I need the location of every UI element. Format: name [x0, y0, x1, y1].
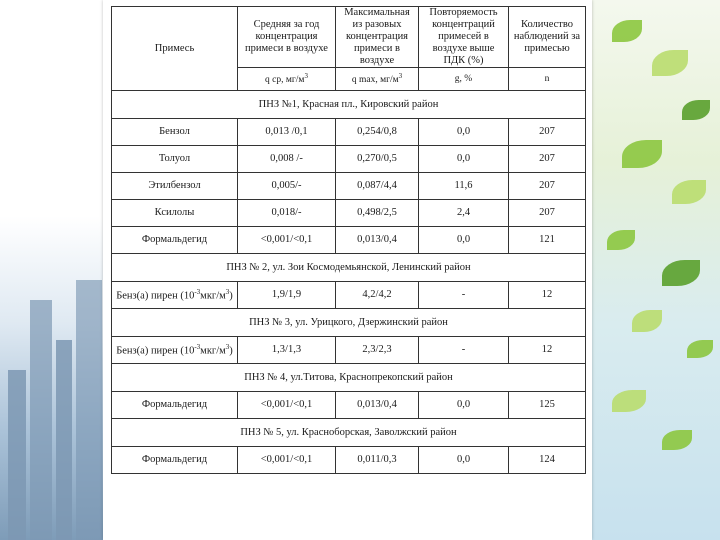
- leaf-shape: [607, 230, 635, 250]
- table-row: [112, 447, 586, 474]
- unit-max: q max, $мг/м^3$: [336, 68, 419, 91]
- cell-max: 0,013/0,4: [336, 392, 419, 419]
- substance-name: Толуол: [112, 146, 238, 173]
- table-row: [112, 282, 586, 309]
- cell-count: 125: [509, 392, 586, 419]
- leaf-shape: [662, 260, 700, 286]
- pollution-table: [111, 6, 586, 474]
- station-title: ПНЗ №1, Красная пл., Кировский район: [112, 91, 586, 119]
- cell-count: 207: [509, 146, 586, 173]
- substance-name: Формальдегид: [112, 227, 238, 254]
- cell-count: 12: [509, 282, 586, 309]
- table-row: [112, 392, 586, 419]
- substance-name-part: мкг/м: [200, 345, 226, 357]
- table-row: [112, 146, 586, 173]
- substance-name-part: 3: [225, 343, 230, 352]
- cell-repeat: 0,0: [419, 119, 509, 146]
- table-row: [112, 173, 586, 200]
- cell-repeat: 0,0: [419, 146, 509, 173]
- station-title: ПНЗ № 3, ул. Урицкого, Дзержинский район: [112, 309, 586, 337]
- station-row: [112, 309, 586, 337]
- substance-name: Формальдегид: [112, 447, 238, 474]
- cell-count: 124: [509, 447, 586, 474]
- station-row: [112, 419, 586, 447]
- header-mean: Средняя за год концентрация примеси в воздухе: [238, 7, 336, 68]
- cell-repeat: 0,0: [419, 392, 509, 419]
- unit-count: n: [509, 68, 586, 91]
- foliage-background: [592, 0, 720, 540]
- cell-max: 0,013/0,4: [336, 227, 419, 254]
- substance-name: [112, 337, 238, 364]
- cell-mean: <0,001/<0,1: [238, 447, 336, 474]
- station-row: [112, 91, 586, 119]
- cell-repeat: 2,4: [419, 200, 509, 227]
- station-row: [112, 364, 586, 392]
- station-title: ПНЗ № 4, ул.Титова, Краснопрекопский район: [112, 364, 586, 392]
- substance-name: Этилбензол: [112, 173, 238, 200]
- leaf-shape: [672, 180, 706, 204]
- building-shape: [8, 370, 26, 540]
- cell-max: 4,2/4,2: [336, 282, 419, 309]
- table-row: [112, 119, 586, 146]
- substance-name: [112, 282, 238, 309]
- cell-mean: 0,018/-: [238, 200, 336, 227]
- cell-count: 207: [509, 200, 586, 227]
- header-row: [112, 7, 586, 68]
- cell-mean: 0,013 /0,1: [238, 119, 336, 146]
- building-shape: [56, 340, 72, 540]
- leaf-shape: [612, 20, 642, 42]
- cell-max: 0,270/0,5: [336, 146, 419, 173]
- leaf-shape: [687, 340, 713, 358]
- cell-max: 0,087/4,4: [336, 173, 419, 200]
- leaf-shape: [682, 100, 710, 120]
- cell-repeat: 0,0: [419, 227, 509, 254]
- cell-repeat: 0,0: [419, 447, 509, 474]
- unit-mean: q ср, $мг/м^3$: [238, 68, 336, 91]
- substance-name-part: -3: [194, 288, 201, 297]
- station-row: [112, 254, 586, 282]
- cell-mean: 0,008 /-: [238, 146, 336, 173]
- building-shape: [76, 280, 102, 540]
- substance-name-part: ): [229, 345, 233, 357]
- table-row: [112, 200, 586, 227]
- cell-mean: <0,001/<0,1: [238, 392, 336, 419]
- cell-repeat: -: [419, 337, 509, 364]
- leaf-shape: [632, 310, 662, 332]
- cell-max: 0,498/2,5: [336, 200, 419, 227]
- substance-name-part: 3: [225, 288, 230, 297]
- substance-name-part: ): [229, 290, 233, 302]
- table-row: [112, 227, 586, 254]
- substance-name-part: Бенз(а) пирен (10: [116, 345, 195, 357]
- header-max: Максимальная из разовых концентрация примеси в воздухе: [336, 7, 419, 68]
- substance-name: Ксилолы: [112, 200, 238, 227]
- cell-count: 12: [509, 337, 586, 364]
- leaf-shape: [652, 50, 688, 76]
- cell-repeat: -: [419, 282, 509, 309]
- unit-repeat: g, %: [419, 68, 509, 91]
- cell-mean: 1,3/1,3: [238, 337, 336, 364]
- cell-count: 207: [509, 173, 586, 200]
- leaf-shape: [622, 140, 662, 168]
- substance-name-part: мкг/м: [200, 290, 226, 302]
- leaf-shape: [662, 430, 692, 450]
- header-substance: Примесь: [112, 7, 238, 91]
- cell-mean: 0,005/-: [238, 173, 336, 200]
- station-title: ПНЗ № 2, ул. Зои Космодемьянской, Ленинский район: [112, 254, 586, 282]
- cell-max: 0,254/0,8: [336, 119, 419, 146]
- table-row: [112, 337, 586, 364]
- substance-name-part: Бенз(а) пирен (10: [116, 290, 195, 302]
- header-repeat: Повторяемость концентраций примесей в воздухе выше ПДК (%): [419, 7, 509, 68]
- cell-mean: 1,9/1,9: [238, 282, 336, 309]
- substance-name: Формальдегид: [112, 392, 238, 419]
- cell-count: 121: [509, 227, 586, 254]
- cell-max: 0,011/0,3: [336, 447, 419, 474]
- city-background: [0, 0, 110, 540]
- building-shape: [30, 300, 52, 540]
- cell-mean: <0,001/<0,1: [238, 227, 336, 254]
- substance-name: Бензол: [112, 119, 238, 146]
- cell-repeat: 11,6: [419, 173, 509, 200]
- station-title: ПНЗ № 5, ул. Красноборская, Заволжский район: [112, 419, 586, 447]
- cell-max: 2,3/2,3: [336, 337, 419, 364]
- document-sheet: [103, 0, 592, 540]
- substance-name-part: -3: [194, 343, 201, 352]
- leaf-shape: [612, 390, 646, 412]
- header-count: Количество наблюдений за примесью: [509, 7, 586, 68]
- cell-count: 207: [509, 119, 586, 146]
